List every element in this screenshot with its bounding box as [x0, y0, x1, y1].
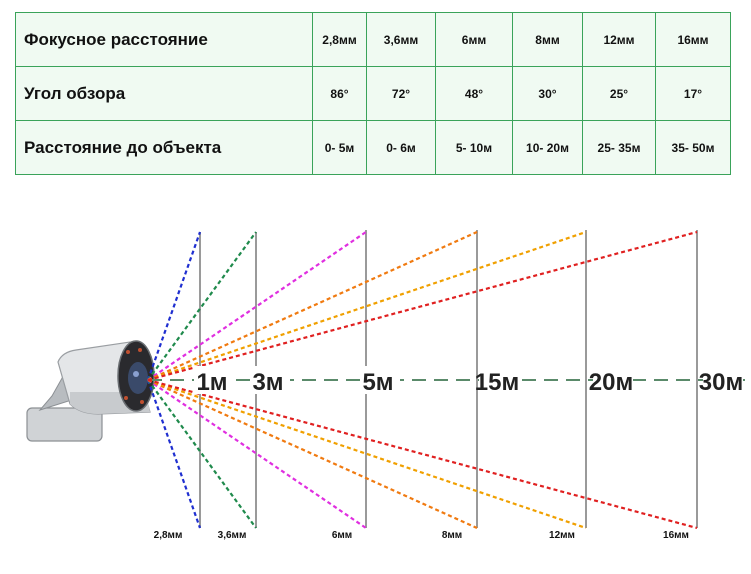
- cell-focal-2-8: 2,8мм: [313, 13, 367, 67]
- fov-cone-lower-edge: [148, 380, 697, 528]
- cell-angle-86: 86°: [313, 67, 367, 121]
- cell-angle-72: 72°: [367, 67, 436, 121]
- row-label-focal-length: Фокусное расстояние: [16, 13, 313, 67]
- row-label-object-distance: Расстояние до объекта: [16, 121, 313, 175]
- fov-cone-upper-edge: [148, 232, 200, 380]
- cell-angle-48: 48°: [436, 67, 513, 121]
- cell-angle-25: 25°: [583, 67, 656, 121]
- cell-distance-10-20: 10- 20м: [513, 121, 583, 175]
- distance-label: 30м: [698, 369, 744, 396]
- cell-focal-3-6: 3,6мм: [367, 13, 436, 67]
- cell-distance-0-6: 0- 6м: [367, 121, 436, 175]
- lens-focal-label: 2,8мм: [153, 530, 183, 541]
- cell-angle-17: 17°: [656, 67, 731, 121]
- row-label-view-angle: Угол обзора: [16, 67, 313, 121]
- camera-lens-glass: [128, 362, 148, 394]
- cell-distance-25-35: 25- 35м: [583, 121, 656, 175]
- lens-focal-label: 6мм: [331, 530, 353, 541]
- fov-cone-upper-edge: [148, 232, 697, 380]
- fov-cone-upper-edge: [148, 232, 477, 380]
- camera-lens-highlight: [133, 371, 139, 377]
- fov-cone-lower-edge: [148, 380, 256, 528]
- lens-focal-label: 8мм: [441, 530, 463, 541]
- distance-label: 20м: [588, 369, 634, 396]
- cell-angle-30: 30°: [513, 67, 583, 121]
- fov-layer: [148, 230, 745, 541]
- fov-cone-lower-edge: [148, 380, 200, 528]
- distance-label: 3м: [252, 369, 284, 396]
- fov-cone-upper-edge: [148, 232, 256, 380]
- lens-focal-label: 3,6мм: [217, 530, 247, 541]
- distance-label: 15м: [474, 369, 520, 396]
- cell-focal-8: 8мм: [513, 13, 583, 67]
- cell-distance-0-5: 0- 5м: [313, 121, 367, 175]
- cell-focal-6: 6мм: [436, 13, 513, 67]
- cell-focal-16: 16мм: [656, 13, 731, 67]
- cell-distance-35-50: 35- 50м: [656, 121, 731, 175]
- camera-icon: [27, 341, 154, 441]
- distance-label: 1м: [196, 369, 228, 396]
- distance-label: 5м: [362, 369, 394, 396]
- cell-distance-5-10: 5- 10м: [436, 121, 513, 175]
- cell-focal-12: 12мм: [583, 13, 656, 67]
- fov-cone-lower-edge: [148, 380, 477, 528]
- lens-focal-label: 16мм: [663, 530, 689, 541]
- lens-focal-label: 12мм: [549, 530, 575, 541]
